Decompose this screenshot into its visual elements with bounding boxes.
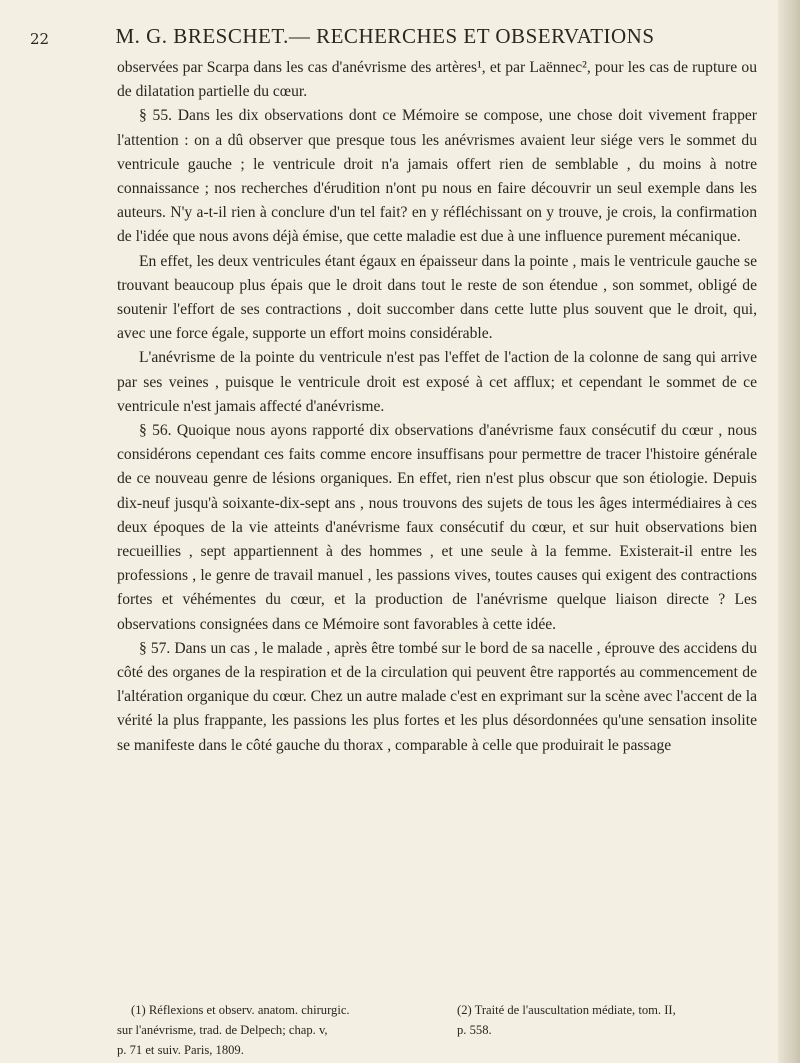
page-edge [778, 0, 800, 1063]
body-text [117, 56, 757, 758]
footnote-2-continued: p. 558. [457, 1023, 492, 1037]
paragraph: § 55. Dans les dix observations dont ce Mémoire se compose, une chose doit vivement frapper l'attention : on a dû observer que presque tous les anévrismes avaient leur siége vers le sommet du ventricule gauche ; le ventricule droit n'a jamais offert rien de semblable , du moins à notre connaissance ; nos recherches d'érudition n'ont pu nous en faire découvrir un seul exemple dans les auteurs. N'y a-t-il rien à conclure d'un tel fait? en y réfléchissant on y trouve, je crois, la confirmation de l'idée que nous avons déjà émise, que cette maladie est due à une influence purement mécanique. [117, 107, 757, 246]
page-header [30, 24, 750, 54]
page-number: 22 [30, 30, 50, 48]
footnote-1-end: p. 71 et suiv. Paris, 1809. [117, 1043, 244, 1057]
paragraph: En effet, les deux ventricules étant égaux en épaisseur dans la pointe , mais le ventricule gauche se trouvant beaucoup plus épais que le droit dans tout le reste de son étendue , son sommet, obligé de soutenir l'effort de ses contractions , doit succomber dans cette lutte plus souvent que le droit, qui, avec une force égale, supporte un effort moins considérable. [117, 252, 757, 343]
footnote-1: (1) Réflexions et observ. anatom. chirurgic. [131, 1003, 350, 1017]
paragraph: L'anévrisme de la pointe du ventricule n'est pas l'effet de l'action de la colonne de sang qui arrive par ses veines , puisque le ventricule droit est exposé à cet afflux; et cependant le sommet de ce ventricule n'est jamais affecté d'anévrisme. [117, 349, 757, 415]
footnote-row [117, 1020, 757, 1040]
paragraph: § 57. Dans un cas , le malade , après être tombé sur le bord de sa nacelle , éprouve des accidens du côté des organes de la respiration et de la circulation qui peuvent être rapportés au commencement de l'altération organique du cœur. Chez un autre malade c'est en exprimant sur la scène avec l'accent de la vérité la plus frappante, les passions les plus fortes et les plus désordonnées qu'une sensation insolite se manifeste dans le côté gauche du thorax , comparable à celle que produirait le passage [117, 639, 757, 754]
footnote-2: (2) Traité de l'auscultation médiate, tom. II, [457, 1003, 676, 1017]
footnote-1-continued: sur l'anévrisme, trad. de Delpech; chap. v, [117, 1023, 328, 1037]
footnote-row [117, 1000, 757, 1020]
footnotes [117, 1000, 757, 1060]
paragraph: observées par Scarpa dans les cas d'anévrisme des artères¹, et par Laënnec², pour les cas de rupture ou de dilatation partielle du cœur. [117, 59, 757, 101]
paragraph: § 56. Quoique nous ayons rapporté dix observations d'anévrisme faux consécutif du cœur , nous considérons cependant ces faits comme encore insuffisans pour permettre de tracer l'histoire générale de ce nouveau genre de lésions organiques. En effet, rien n'est plus obscur que son étiologie. Depuis dix-neuf jusqu'à soixante-dix-sept ans , nous trouvons des sujets de tous les âges intermédiaires à ces deux époques de la vie atteints d'anévrisme faux consécutif du cœur, et sur huit observations bien recueillies , sept appartiennent à des hommes , et une seule à la femme. Existerait-il entre les professions , le genre de travail manuel , les passions vives, toutes causes qui exigent des contractions fortes et véhémentes du cœur, et la production de l'anévrisme quelque liaison directe ? Les observations consignées dans ce Mémoire sont favorables à cette idée. [117, 422, 757, 633]
running-head: M. G. BRESCHET.— RECHERCHES ET OBSERVATIONS [115, 24, 655, 48]
